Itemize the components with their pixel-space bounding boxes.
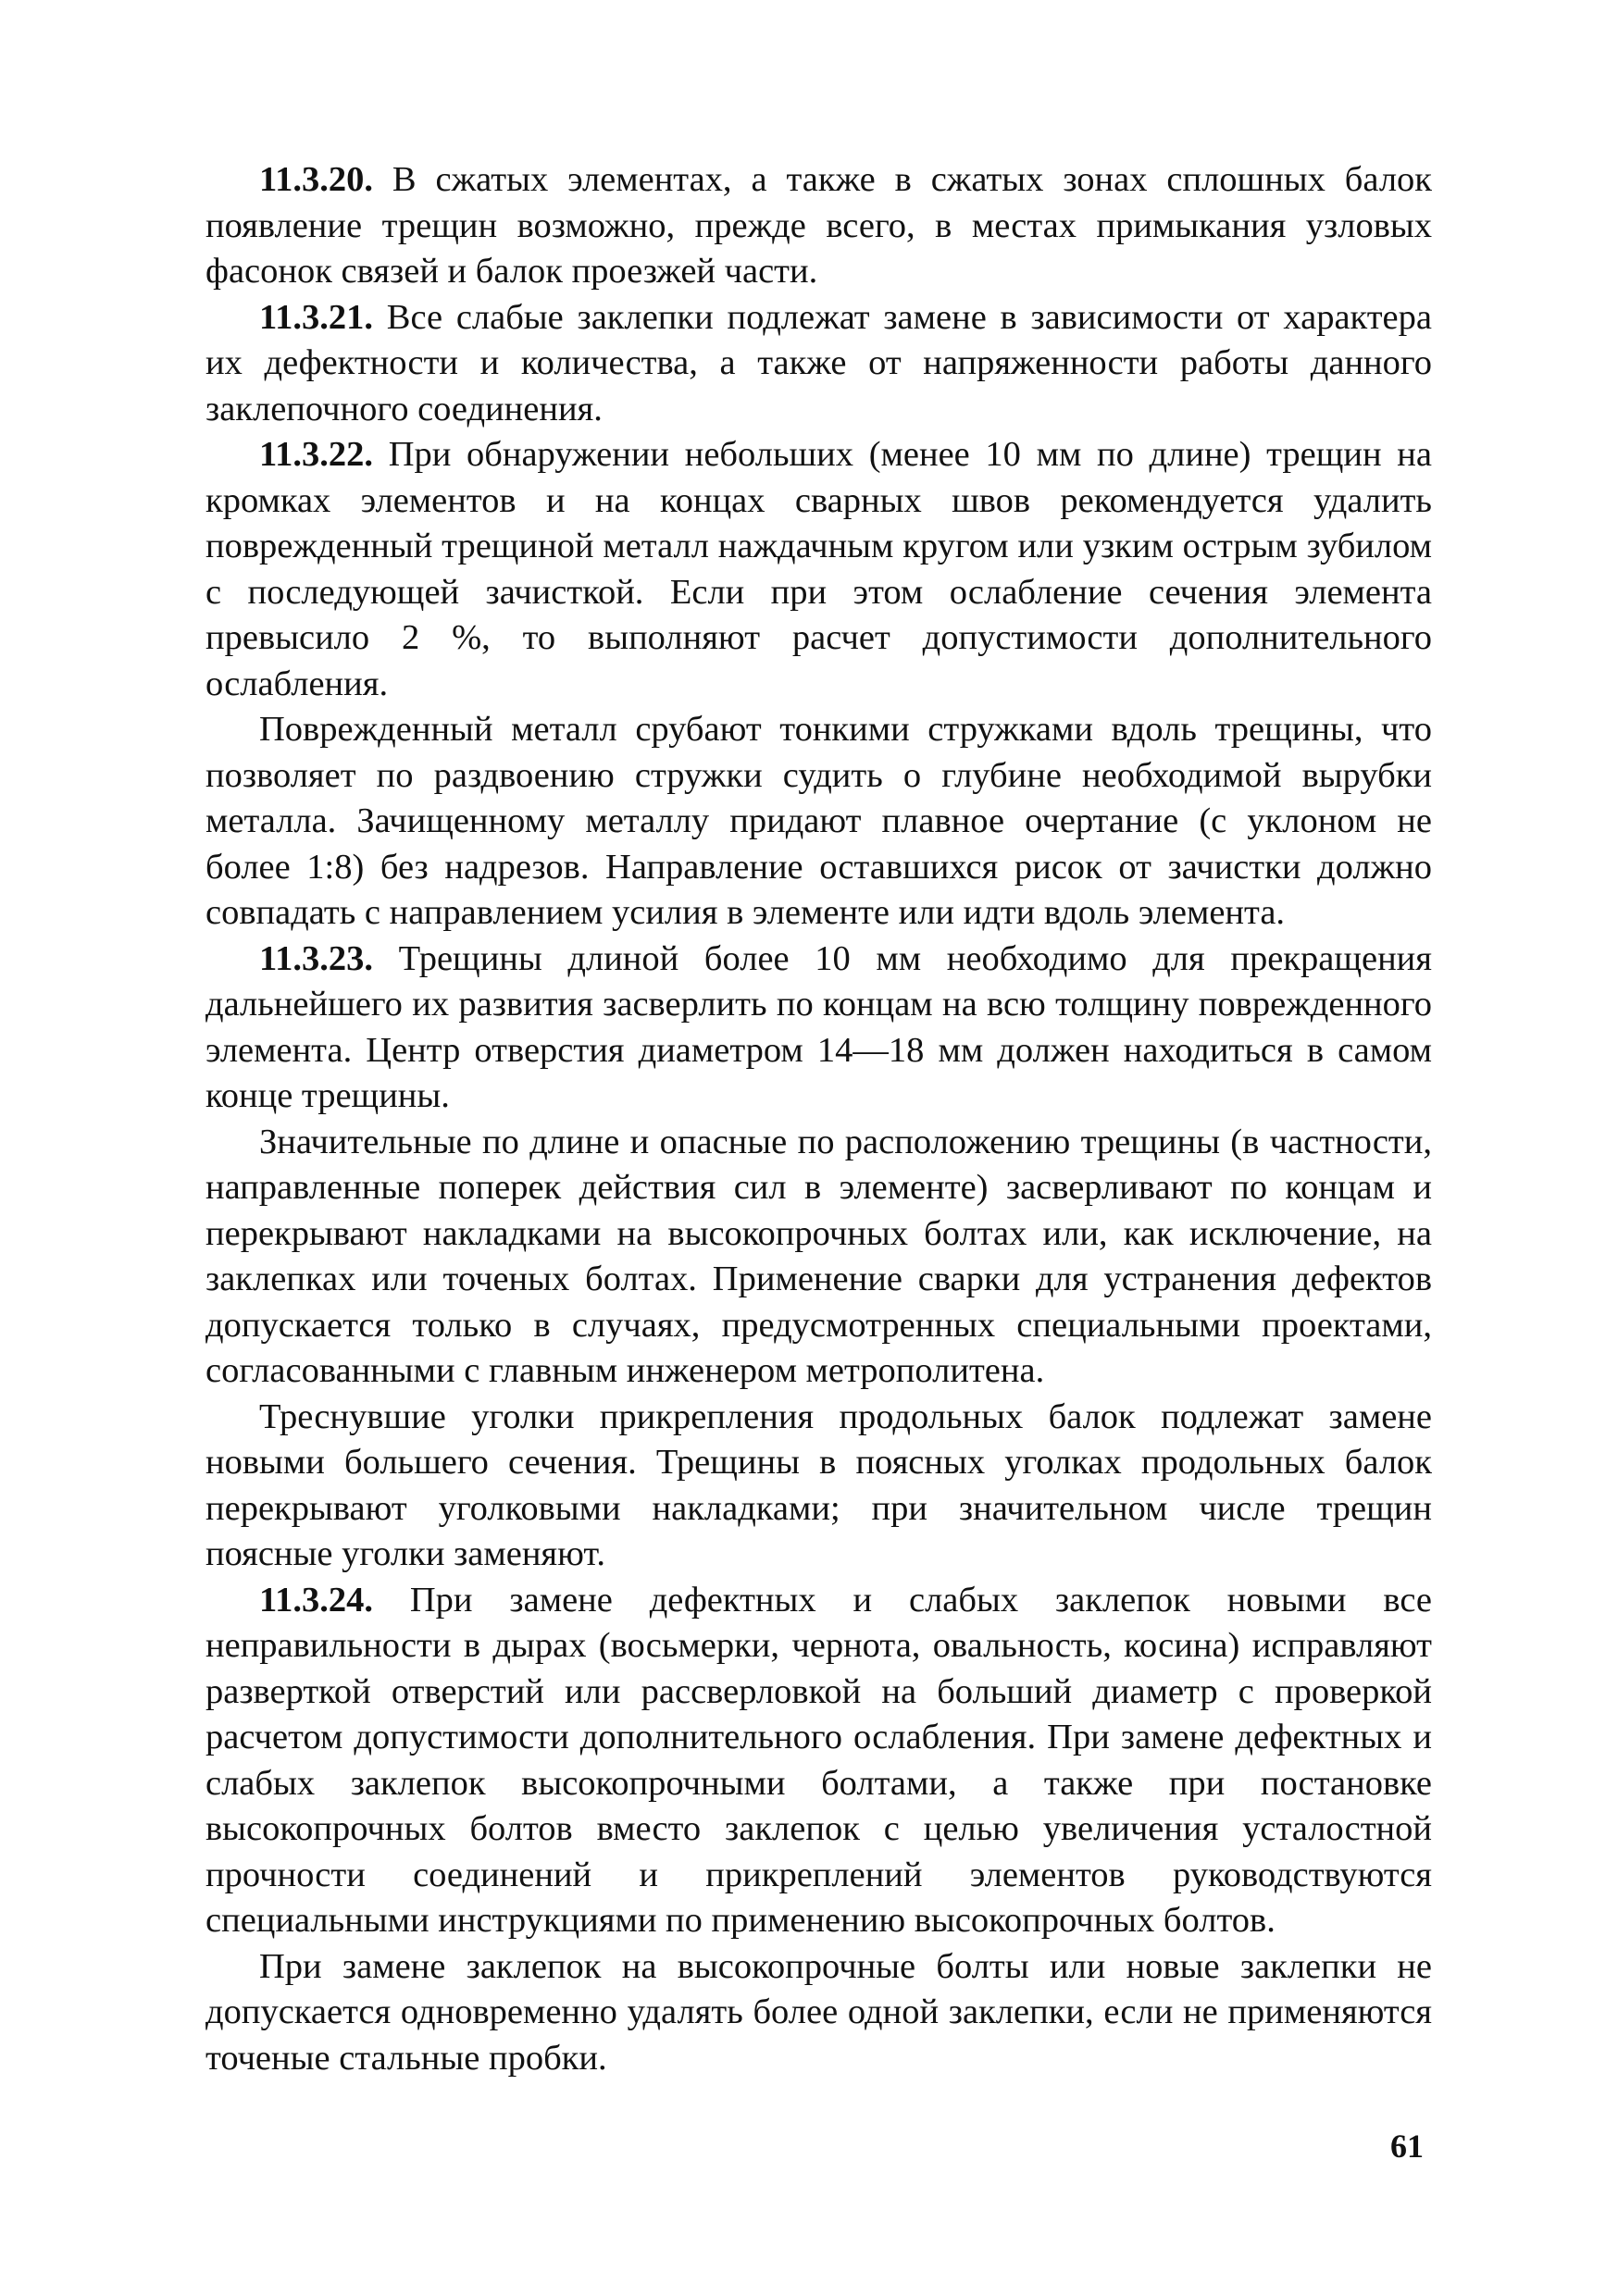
paragraph-text: При замене дефектных и слабых заклепок новыми все неправильности в дырах (восьмерки, чернота, овальность, косина) исправляют разверткой отверстий или рассверловкой на больший диаметр с проверкой расчетом допустимости дополнительного ослабления. При замене дефектных и слабых заклепок высокопрочными болтами, а также при постановке высокопрочных болтов вместо заклепок с целью увеличения усталостной прочности соединений и прикреплений элементов руководствуются специальными инструкциями по применению высокопрочных болтов. bbox=[205, 1580, 1432, 1940]
paragraph-text: При обнаружении небольших (менее 10 мм по длине) трещин на кромках элементов и на концах сварных швов рекомендуется удалить поврежденный трещиной металл наждачным кругом или узким острым зубилом с последующей зачисткой. Если при этом ослабление сечения элемента превысило 2 %, то выполняют расчет допустимости дополнительного ослабления. bbox=[205, 435, 1432, 703]
paragraph-significant-cracks bbox=[205, 1120, 1432, 1395]
paragraph-text: Трещины длиной более 10 мм необходимо для прекращения дальнейшего их развития засверлить по концам на всю толщину поврежденного элемента. Центр отверстия диаметром 14—18 мм должен находиться в самом конце трещины. bbox=[205, 938, 1432, 1115]
clause-number: 11.3.21. bbox=[259, 297, 374, 337]
paragraph-11-3-21 bbox=[205, 295, 1432, 433]
paragraph-damaged-metal bbox=[205, 707, 1432, 937]
paragraph-text: Поврежденный металл срубают тонкими стружками вдоль трещины, что позволяет по раздвоению стружки судить о глубине необходимой вырубки металла. Зачищенному металлу придают плавное очертание (с уклоном не более 1:8) без надрезов. Направление оставшихся рисок от зачистки должно совпадать с направлением усилия в элементе или идти вдоль элемента. bbox=[205, 710, 1432, 932]
paragraph-11-3-24 bbox=[205, 1578, 1432, 1944]
document-page bbox=[205, 157, 1432, 2081]
paragraph-11-3-22 bbox=[205, 432, 1432, 707]
clause-number: 11.3.22. bbox=[259, 435, 374, 474]
paragraph-text: Все слабые заклепки подлежат замене в зависимости от характера их дефектности и количества, а также от напряженности работы данного заклепочного соединения. bbox=[205, 297, 1432, 428]
paragraph-text: Треснувшие уголки прикрепления продольных балок подлежат замене новыми большего сечения. Трещины в поясных уголках продольных балок перекрывают уголковыми накладками; при значительном числе трещин поясные уголки заменяют. bbox=[205, 1396, 1432, 1573]
paragraph-11-3-20 bbox=[205, 157, 1432, 295]
clause-number: 11.3.24. bbox=[259, 1580, 374, 1620]
paragraph-11-3-23 bbox=[205, 937, 1432, 1120]
paragraph-text: При замене заклепок на высокопрочные болты или новые заклепки не допускается одновременно удалять более одной заклепки, если не применяются точеные стальные пробки. bbox=[205, 1946, 1432, 2078]
clause-number: 11.3.20. bbox=[259, 160, 374, 199]
paragraph-text: Значительные по длине и опасные по расположению трещины (в частности, направленные поперек действия сил в элементе) засверливают по концам и перекрывают накладками на высокопрочных болтах или, как исключение, на заклепках или точеных болтах. Применение сварки для устранения дефектов допускается только в случаях, предусмотренных специальными проектами, согласованными с главным инженером метрополитена. bbox=[205, 1122, 1432, 1390]
paragraph-text: В сжатых элементах, а также в сжатых зонах сплошных балок появление трещин возможно, прежде всего, в местах примыкания узловых фасонок связей и балок проезжей части. bbox=[205, 160, 1432, 291]
paragraph-rivet-replacement bbox=[205, 1944, 1432, 2082]
page-number: 61 bbox=[1390, 2128, 1424, 2165]
clause-number: 11.3.23. bbox=[259, 938, 374, 978]
paragraph-cracked-angles bbox=[205, 1395, 1432, 1578]
